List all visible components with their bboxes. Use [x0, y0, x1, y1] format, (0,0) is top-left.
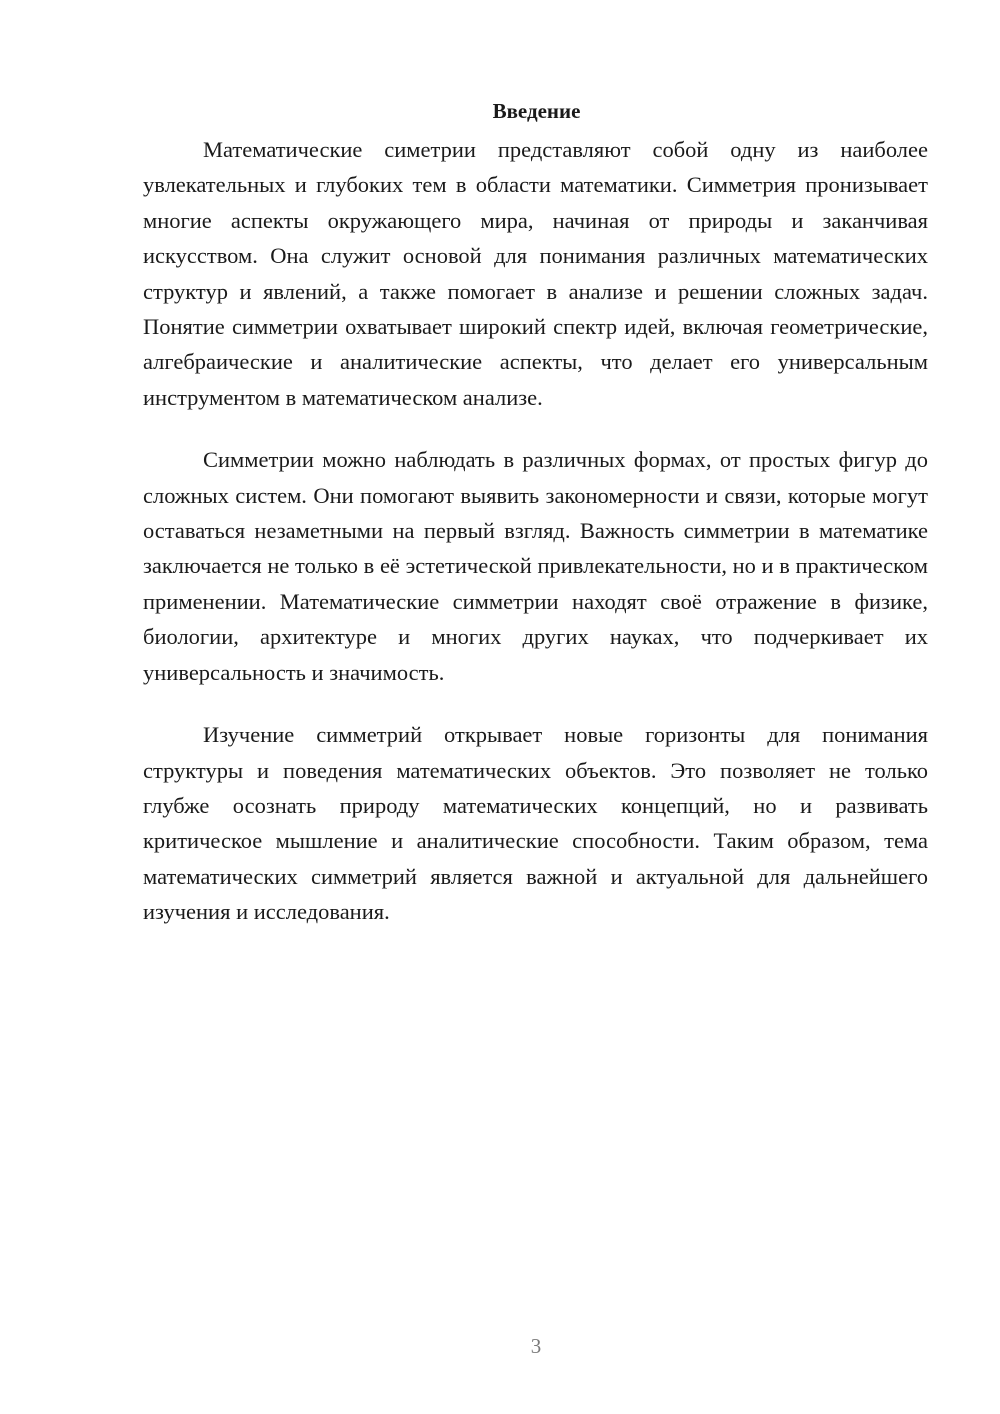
page-content: [143, 96, 928, 957]
paragraph-2: Симметрии можно наблюдать в различных формах, от простых фигур до сложных систем. Они помогают выявить закономерности и связи, которые могут оставаться незаметными на первый взгляд. Важность симметрии в математике заключается не только в её эстетической привлекательности, но и в практическом применении. Математические симметрии находят своё отражение в физике, биологии, архитектуре и многих других науках, что подчеркивает их универсальность и значимость.: [143, 447, 928, 685]
paragraph-3: Изучение симметрий открывает новые горизонты для понимания структуры и поведения математических объектов. Это позволяет не только глубже осознать природу математических концепций, но и развивать критическое мышление и аналитические способности. Таким образом, тема математических симметрий является важной и актуальной для дальнейшего изучения и исследования.: [143, 722, 928, 925]
section-heading: Введение: [492, 99, 581, 123]
page-number: 3: [530, 1334, 542, 1358]
paragraph-1: Математические симетрии представляют собой одну из наиболее увлекательных и глубоких тем в области математики. Симметрия пронизывает многие аспекты окружающего мира, начиная от природы и заканчивая искусством. Она служит основой для понимания различных математических структур и явлений, а также помогает в анализе и решении сложных задач. Понятие симметрии охватывает широкий спектр идей, включая геометрические, алгебраические и аналитические аспекты, что делает его универсальным инструментом в математическом анализе.: [143, 137, 928, 410]
